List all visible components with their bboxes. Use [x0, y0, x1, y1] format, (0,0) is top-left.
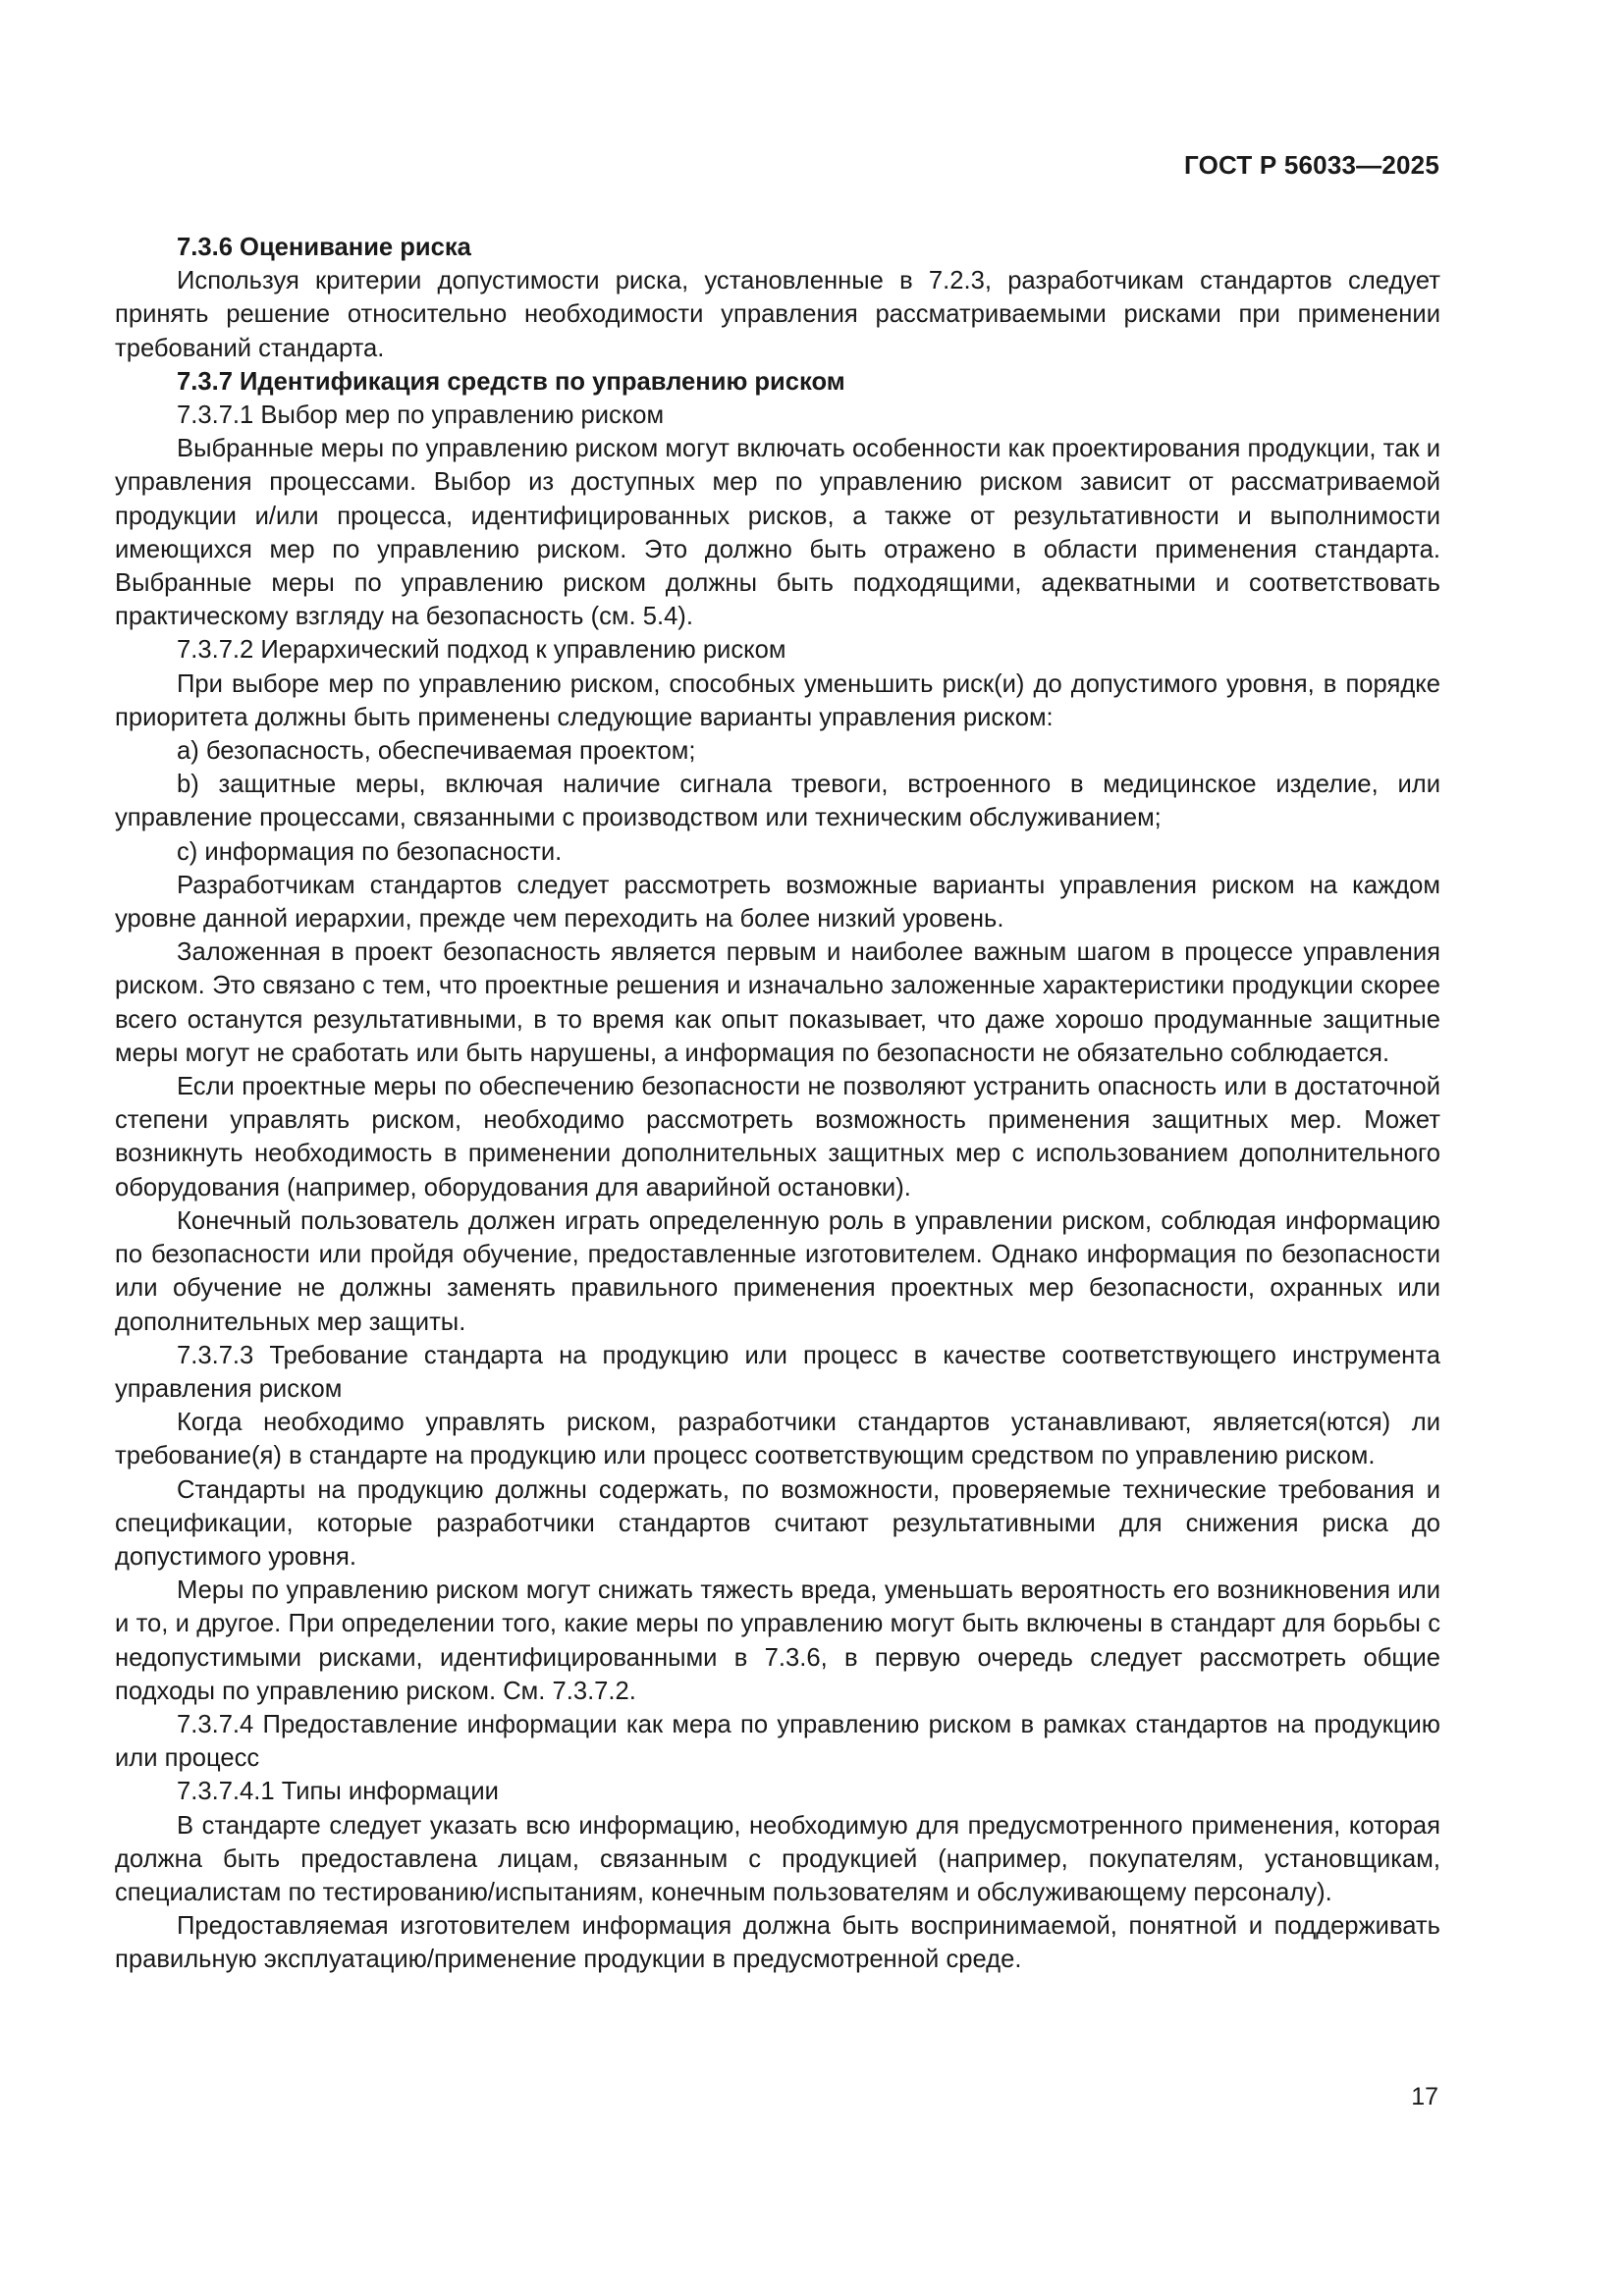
paragraph: Предоставляемая изготовителем информация должна быть воспринимаемой, понятной и поддерживать правильную эксплуатацию/применение продукции в предусмотренной среде. — [115, 1912, 1440, 1974]
paragraph: Конечный пользователь должен играть определенную роль в управлении риском, соблюдая информацию по безопасности или пройдя обучение, предоставленные изготовителем. Однако информация по безопасности или обучение не должны заменять правильного применения проектных мер безопасности, охранных или дополнительных мер защиты. — [115, 1206, 1440, 1336]
list-item-b: b) защитные меры, включая наличие сигнала тревоги, встроенного в медицинское изделие, или управление процессами, связанными с производством или техническим обслуживанием; — [115, 771, 1440, 832]
subsection-heading-7-3-7-2: 7.3.7.2 Иерархический подход к управлению риском — [177, 636, 786, 665]
paragraph: Стандарты на продукцию должны содержать, по возможности, проверяемые технические требования и спецификации, которые разработчики стандартов считают результативными для снижения риска до допустимого уровня. — [115, 1475, 1440, 1571]
subsection-heading-7-3-7-4: 7.3.7.4 Предоставление информации как мера по управлению риском в рамках стандартов на продукцию или процесс — [115, 1710, 1440, 1773]
paragraph: Используя критерии допустимости риска, установленные в 7.2.3, разработчикам стандартов следует принять решение относительно необходимости управления рассматриваемыми рисками при применении требований стандарта. — [115, 267, 1440, 362]
subsection-heading-7-3-7-1: 7.3.7.1 Выбор мер по управлению риском — [177, 401, 665, 430]
paragraph: Когда необходимо управлять риском, разработчики стандартов устанавливают, является(ются) ли требование(я) в стандарте на продукцию или процесс соответствующим средством по управлению риском. — [115, 1409, 1440, 1470]
list-item-c: c) информация по безопасности. — [177, 837, 563, 866]
page-number: 17 — [1411, 2083, 1438, 2110]
paragraph: Заложенная в проект безопасность является первым и наиболее важным шагом в процессе управления риском. Это связано с тем, что проектные решения и изначально заложенные характеристики продукции скорее всего останутся результативными, в то время как опыт показывает, что даже хорошо продуманные защитные меры могут не сработать или быть нарушены, а информация по безопасности не обязательно соблюдается. — [115, 938, 1440, 1067]
document-body — [115, 231, 1440, 1977]
document-designation: ГОСТ Р 56033—2025 — [1184, 150, 1439, 180]
paragraph: В стандарте следует указать всю информацию, необходимую для предусмотренного применения, которая должна быть предоставлена лицам, связанным с продукцией (например, покупателям, установщикам, специалистам по тестированию/испытаниям, конечным пользователям и обслуживающему персоналу). — [115, 1811, 1440, 1906]
subsection-heading-7-3-7-3: 7.3.7.3 Требование стандарта на продукцию или процесс в качестве соответствующего инструмента управления риском — [115, 1341, 1440, 1403]
paragraph: При выборе мер по управлению риском, способных уменьшить риск(и) до допустимого уровня, в порядке приоритета должны быть применены следующие варианты управления риском: — [115, 669, 1440, 731]
paragraph: Меры по управлению риском могут снижать тяжесть вреда, уменьшать вероятность его возникновения или и то, и другое. При определении того, какие меры по управлению могут быть включены в стандарт для борьбы с недопустимыми рисками, идентифицированными в 7.3.6, в первую очередь следует рассмотреть общие подходы по управлению риском. См. 7.3.7.2. — [115, 1576, 1440, 1705]
subsection-heading-7-3-7-4-1: 7.3.7.4.1 Типы информации — [177, 1778, 499, 1806]
paragraph: Разработчикам стандартов следует рассмотреть возможные варианты управления риском на каждом уровне данной иерархии, прежде чем переходить на более низкий уровень. — [115, 871, 1440, 934]
paragraph: Если проектные меры по обеспечению безопасности не позволяют устранить опасность или в достаточной степени управлять риском, необходимо рассмотреть возможность применения защитных мер. Может возникнуть необходимость в применении дополнительных защитных мер с использованием дополнительного оборудования (например, оборудования для аварийной остановки). — [115, 1073, 1440, 1201]
paragraph: Выбранные меры по управлению риском могут включать особенности как проектирования продукции, так и управления процессами. Выбор из доступных мер по управлению риском зависит от рассматриваемой продукции и/или процесса, идентифицированных рисков, а также от результативности и выполнимости имеющихся мер по управлению риском. Это должно быть отражено в области применения стандарта. Выбранные меры по управлению риском должны быть подходящими, адекватными и соответствовать практическому взгляду на безопасность (см. 5.4). — [115, 435, 1440, 631]
section-heading-7-3-6: 7.3.6 Оценивание риска — [177, 234, 471, 261]
section-heading-7-3-7: 7.3.7 Идентификация средств по управлению риском — [177, 367, 845, 396]
list-item-a: a) безопасность, обеспечиваемая проектом; — [177, 737, 696, 766]
